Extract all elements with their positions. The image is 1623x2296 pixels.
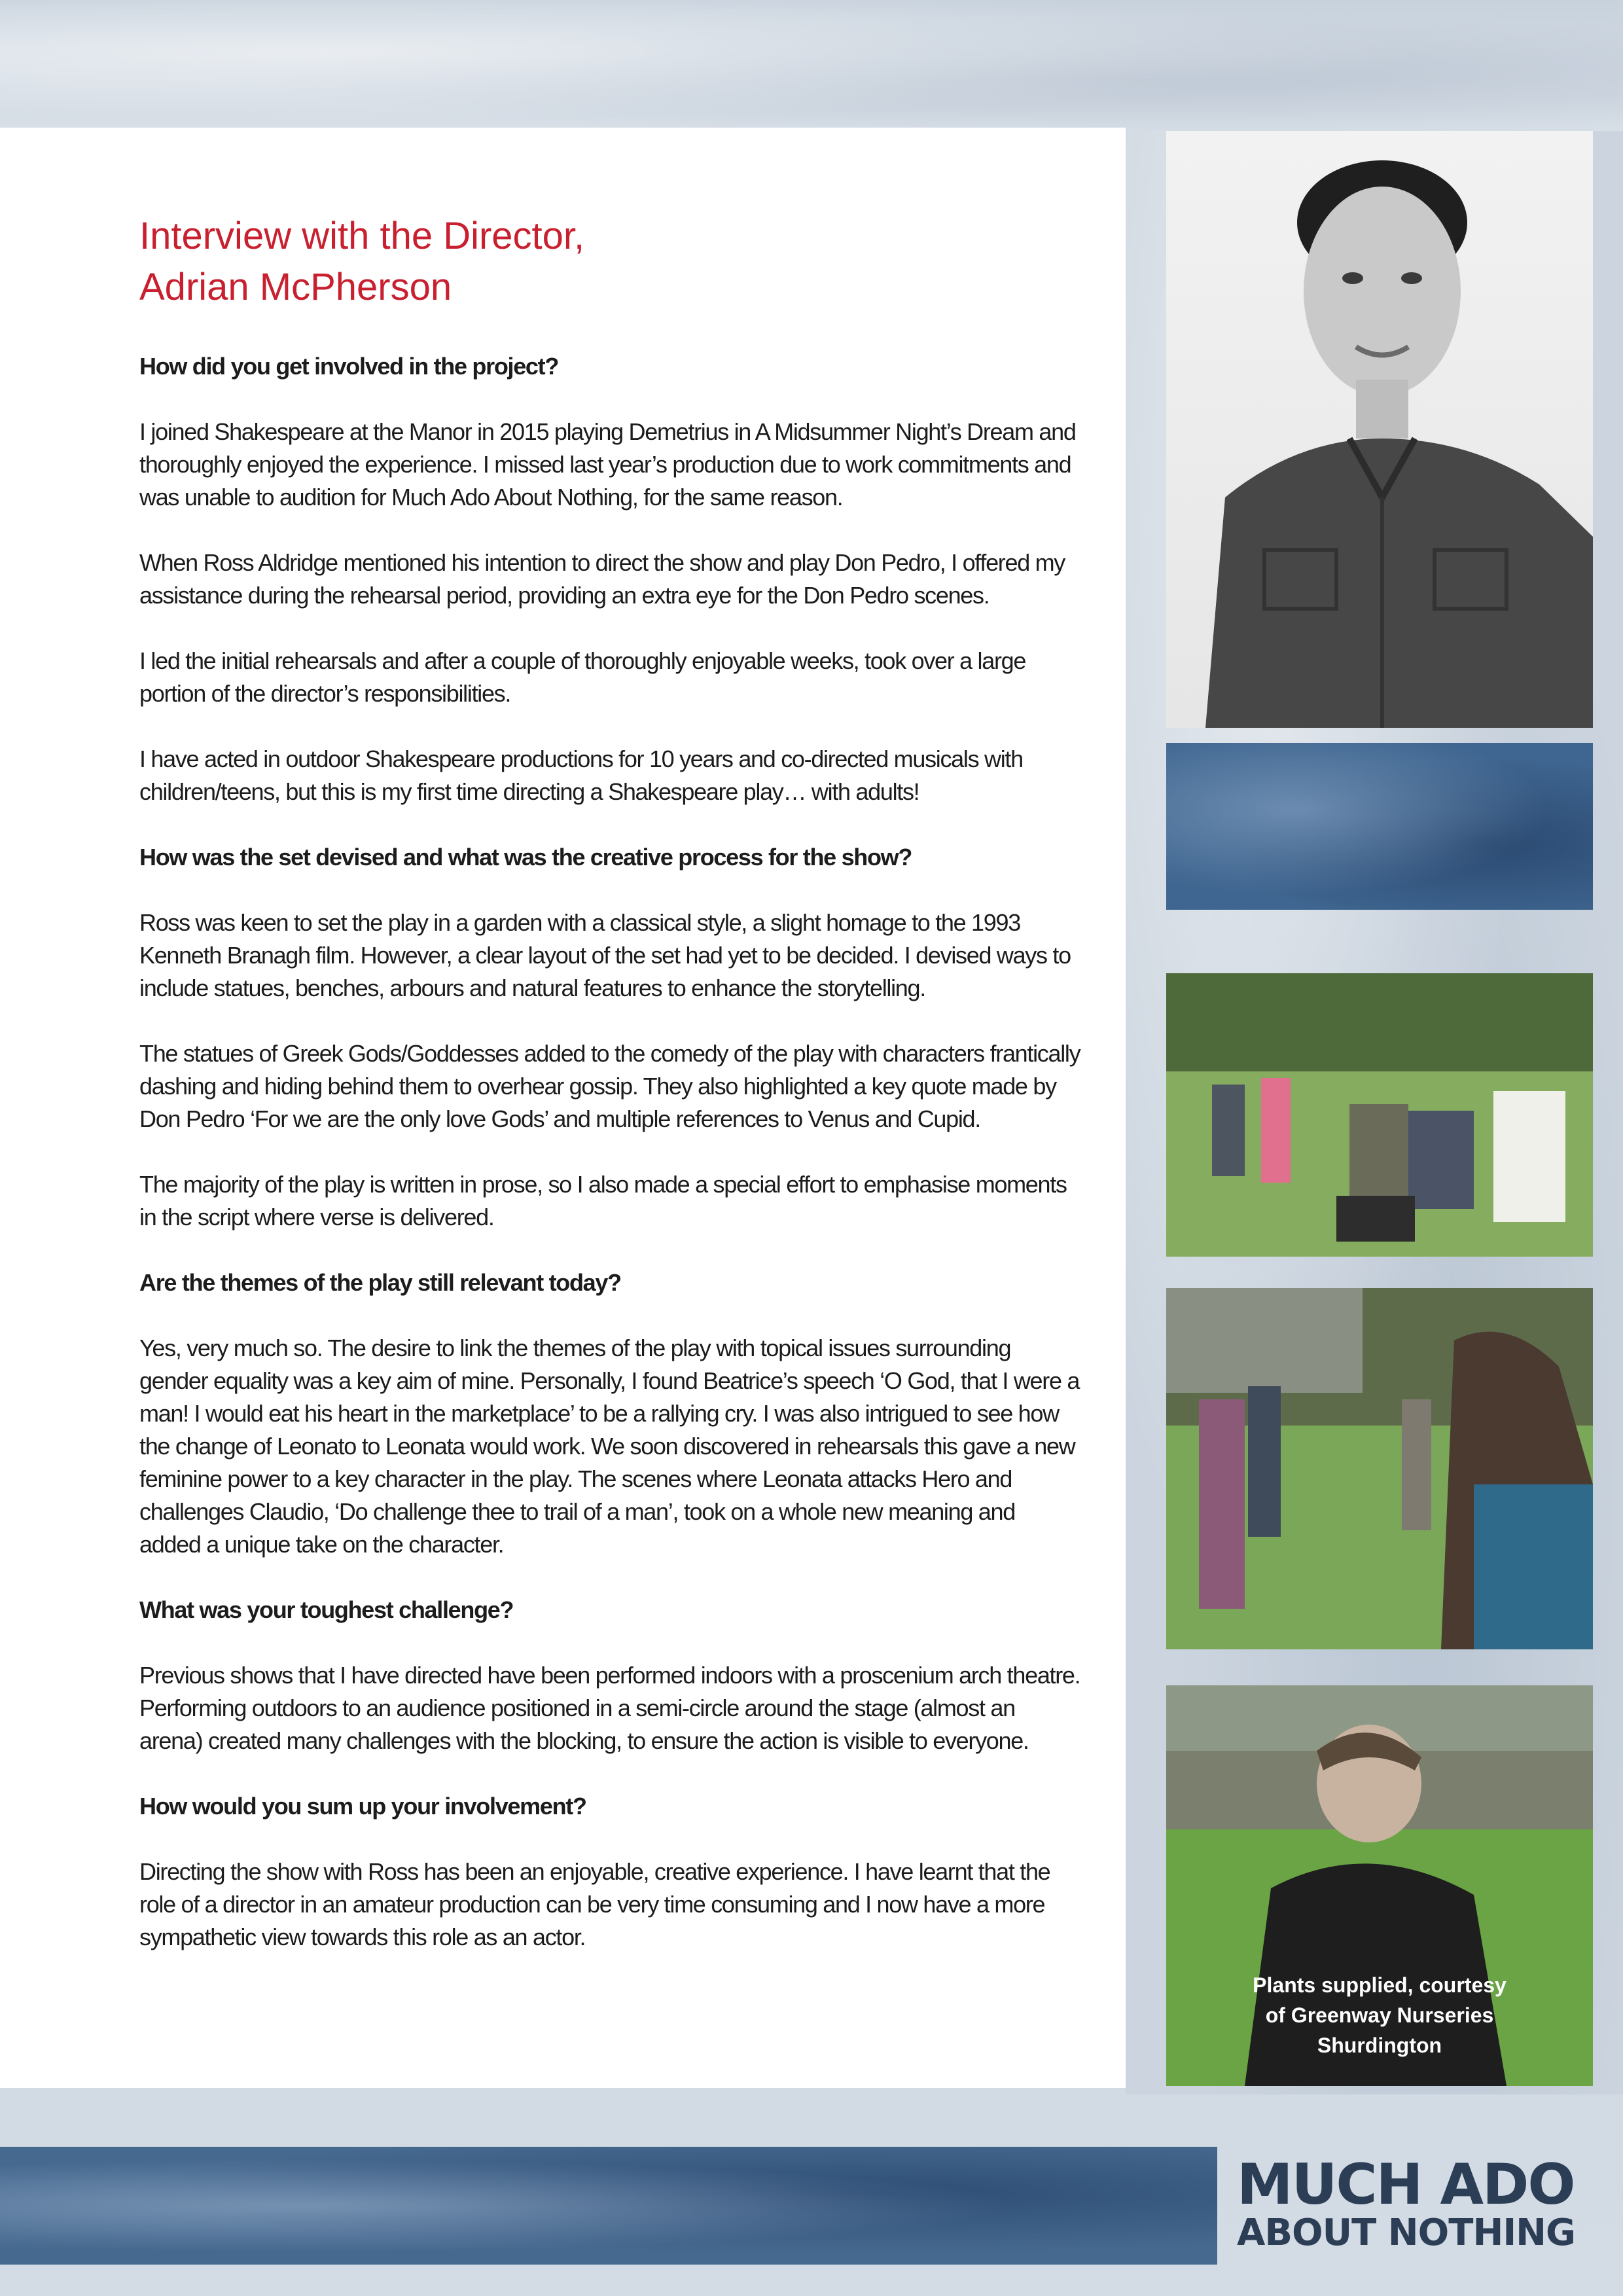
question: How would you sum up your involvement? [139,1793,586,1820]
answer-paragraph: When Ross Aldridge mentioned his intention to direct the show and play Don Pedro, I offered my assistance during the rehearsal period, providing an extra eye for the Don Pedro scenes. [139,549,1065,609]
answer-paragraph: Previous shows that I have directed have been performed indoors with a proscenium arch theatre. Performing outdoors to an audience positioned in a semi-circle around the stage (almost an arena) created many challenges with the blocking, to ensure the action is visible to everyone. [139,1662,1080,1754]
question: How was the set devised and what was the creative process for the show? [139,844,912,870]
question: How did you get involved in the project? [139,353,559,380]
answer-paragraph: The majority of the play is written in prose, so I also made a special effort to emphasise moments in the script where verse is delivered. [139,1171,1067,1230]
director-portrait-photo [1166,131,1593,728]
much-ado-logo [1237,2152,1603,2254]
question: What was your toughest challenge? [139,1596,514,1623]
top-texture-band [0,0,1623,131]
logo-line-2: ABOUT NOTHING [1237,2212,1576,2254]
question: Are the themes of the play still relevant today? [139,1269,621,1296]
answer-paragraph: I led the initial rehearsals and after a couple of thoroughly enjoyable weeks, took over a large portion of the director’s responsibilities. [139,647,1026,707]
bottom-texture-band [0,2147,1217,2265]
title-line-1: Interview with the Director, [139,215,585,257]
rehearsal-photo-seated-cast [1166,973,1593,1257]
rehearsal-photo-garden-actors [1166,1288,1593,1649]
decorative-texture-block [1166,743,1593,910]
answer-paragraph: Ross was keen to set the play in a garden with a classical style, a slight homage to the 1993 Kenneth Branagh film. However, a clear layout of the set had yet to be decided. I devised ways to include statues, benches, arbours and natural features to enhance the storytelling. [139,909,1071,1001]
answer-paragraph: The statues of Greek Gods/Goddesses added to the comedy of the play with characters frantically dashing and hiding behind them to overhear gossip. They also highlighted a key quote made by Don Pedro ‘For we are the only love Gods’ and multiple references to Venus and Cupid. [139,1040,1080,1132]
page-title [139,211,1056,313]
logo-line-1: MUCH ADO [1237,2152,1575,2217]
caption-line-3: Shurdington [1317,2034,1442,2057]
answer-paragraph: Yes, very much so. The desire to link the themes of the play with topical issues surrounding gender equality was a key aim of mine. Personally, I found Beatrice’s speech ‘O God, that I were a man! I would eat his heart in the marketplace’ to be a rallying cry. I was also intrigued to see how the change of Leonato to Leonata would work. We soon discovered in rehearsals this gave a new feminine power to a key character in the play. The scenes where Leonata attacks Hero and challenges Claudio, ‘Do challenge thee to trail of a man’, took on a whole new meaning and added a unique take on the character. [139,1335,1080,1558]
plants-credit-caption [1166,1970,1593,2060]
answer-paragraph: Directing the show with Ross has been an enjoyable, creative experience. I have learnt that the role of a director in an amateur production can be very time consuming and I now have a more sympathetic view towards this role as an actor. [139,1858,1050,1950]
caption-line-1: Plants supplied, courtesy [1253,1973,1507,1997]
answer-paragraph: I have acted in outdoor Shakespeare productions for 10 years and co-directed musicals with children/teens, but this is my first time directing a Shakespeare play… with adults! [139,745,1023,805]
title-line-2: Adrian McPherson [139,266,452,308]
caption-line-2: of Greenway Nurseries [1265,2003,1494,2027]
interview-body [139,350,1082,1986]
answer-paragraph: I joined Shakespeare at the Manor in 2015 playing Demetrius in A Midsummer Night’s Dream and thoroughly enjoyed the experience. I missed last year’s production due to work commitments and was unable to audition for Much Ado About Nothing, for the same reason. [139,418,1076,511]
